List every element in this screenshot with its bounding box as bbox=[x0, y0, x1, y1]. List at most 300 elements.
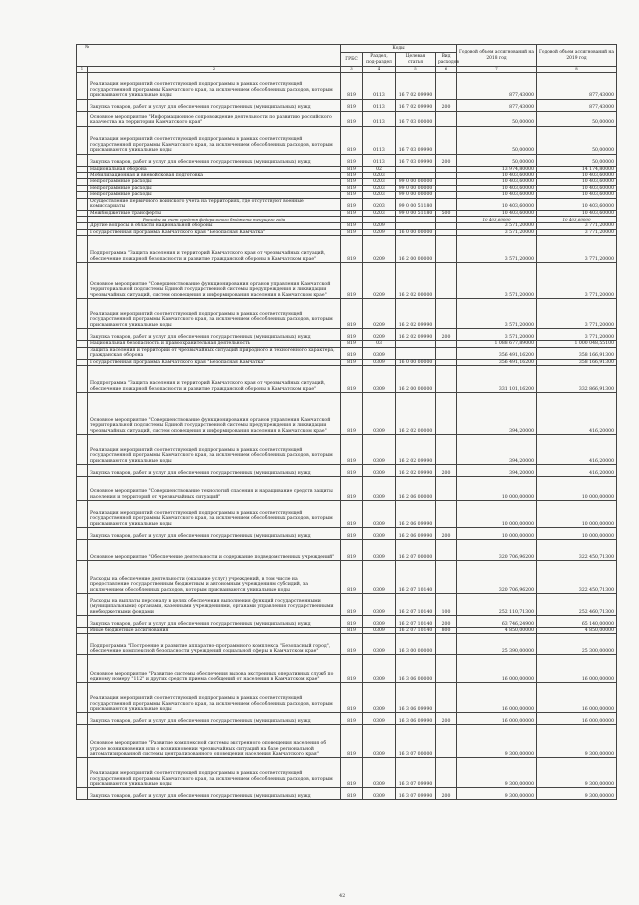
table-row bbox=[77, 347, 617, 359]
row-razdel: 02 bbox=[363, 166, 396, 172]
row-description: Закупка товаров, работ и услуг для обеспечения государственных (муниципальных) нужд bbox=[88, 788, 341, 800]
header-grbs: ГРБС bbox=[341, 53, 363, 67]
table-row bbox=[77, 126, 617, 154]
row-amount-2018: 320 706,96200 bbox=[457, 539, 537, 560]
row-description: Другие вопросы в области национальной обороны bbox=[88, 223, 341, 229]
row-amount-2019: 877,43000 bbox=[537, 99, 617, 111]
col-index: 2 bbox=[88, 67, 341, 73]
table-row bbox=[77, 263, 617, 299]
row-number-cell bbox=[77, 593, 88, 615]
row-number-cell bbox=[77, 329, 88, 341]
row-razdel: 0309 bbox=[363, 560, 396, 593]
row-grbs: 819 bbox=[341, 434, 363, 464]
row-amount-2018: 356 491,16200 bbox=[457, 359, 537, 365]
row-vid: 200 bbox=[436, 788, 457, 800]
row-amount-2018: 1 088 677,89000 bbox=[457, 341, 537, 347]
row-grbs: 819 bbox=[341, 758, 363, 788]
row-number-cell bbox=[77, 788, 88, 800]
table-row bbox=[77, 476, 617, 500]
row-razdel: 0309 bbox=[363, 347, 396, 359]
row-grbs: 819 bbox=[341, 341, 363, 347]
col-index: 7 bbox=[457, 67, 537, 73]
row-razdel: 0309 bbox=[363, 634, 396, 655]
row-razdel: 0309 bbox=[363, 725, 396, 758]
row-description: Подпрограмма "Построение и развитие аппаратно-программного комплекса "Безопасный город", обеспечение комплексной безопасности учреждений социальной сферы в Камчатском крае" bbox=[88, 634, 341, 655]
header-razdel: Раздел, под-раздел bbox=[363, 53, 396, 67]
row-description: Межбюджетные трансферты bbox=[88, 210, 341, 216]
row-number-cell bbox=[77, 725, 88, 758]
row-description: Государственная программа Камчатского края "Безопасная Камчатка" bbox=[88, 359, 341, 365]
row-number-cell bbox=[77, 72, 88, 99]
row-razdel: 0309 bbox=[363, 500, 396, 527]
row-vid bbox=[436, 198, 457, 210]
row-grbs: 819 bbox=[341, 627, 363, 633]
row-celevaya: 16 2 02 09990 bbox=[396, 299, 436, 329]
row-razdel: 0309 bbox=[363, 713, 396, 725]
table-row bbox=[77, 713, 617, 725]
table-row bbox=[77, 111, 617, 126]
row-description: Основное мероприятие "Совершенствование функционирования органов управления Камчатской территориальной подсистемы Единой государственной системы предупреждения и ликвидации чрезвычайных ситуаций, систем оповещения и информирования населения в Камчатском крае" bbox=[88, 263, 341, 299]
row-amount-2018: 50,00000 bbox=[457, 126, 537, 154]
row-amount-2019: 358 166,91300 bbox=[537, 359, 617, 365]
header-celevaya: Целевая статья bbox=[396, 53, 436, 67]
row-amount-2018: 10 403,60000 bbox=[457, 172, 537, 178]
row-celevaya: 16 2 07 10140 bbox=[396, 593, 436, 615]
row-celevaya: 16 7 03 09990 bbox=[396, 154, 436, 166]
row-amount-2019: 3 771,20000 bbox=[537, 223, 617, 229]
row-number-cell bbox=[77, 527, 88, 539]
row-amount-2019: 10 403,60000 bbox=[537, 185, 617, 191]
row-number-cell bbox=[77, 198, 88, 210]
row-description: Непрограммные расходы bbox=[88, 179, 341, 185]
row-razdel: 0309 bbox=[363, 593, 396, 615]
table-row bbox=[77, 539, 617, 560]
row-amount-2018: 3 571,20000 bbox=[457, 236, 537, 263]
table-row bbox=[77, 758, 617, 788]
row-celevaya: 16 2 00 00000 bbox=[396, 236, 436, 263]
row-amount-2018: 320 706,96200 bbox=[457, 560, 537, 593]
row-amount-2019: 50,00000 bbox=[537, 126, 617, 154]
row-description: Осуществление первичного воинского учета на территориях, где отсутствуют военные комиссариаты bbox=[88, 198, 341, 210]
row-amount-2018: 10 403,60000 bbox=[457, 192, 537, 198]
row-amount-2019: 3 771,20000 bbox=[537, 263, 617, 299]
row-grbs: 819 bbox=[341, 683, 363, 713]
row-description: Национальная оборона bbox=[88, 166, 341, 172]
row-celevaya: 16 2 02 00000 bbox=[396, 263, 436, 299]
row-number-cell bbox=[77, 111, 88, 126]
row-number-cell bbox=[77, 560, 88, 593]
row-celevaya: 16 3 07 09990 bbox=[396, 788, 436, 800]
row-number-cell bbox=[77, 615, 88, 627]
row-description: Закупка товаров, работ и услуг для обеспечения государственных (муниципальных) нужд bbox=[88, 154, 341, 166]
row-amount-2018: 877,43000 bbox=[457, 72, 537, 99]
row-amount-2018: 63 746,24900 bbox=[457, 615, 537, 627]
table-row bbox=[77, 198, 617, 210]
row-grbs: 819 bbox=[341, 593, 363, 615]
row-amount-2018: 252 110,71300 bbox=[457, 593, 537, 615]
row-vid bbox=[436, 539, 457, 560]
row-razdel: 0203 bbox=[363, 172, 396, 178]
row-celevaya: 16 0 00 00000 bbox=[396, 229, 436, 235]
row-grbs: 819 bbox=[341, 329, 363, 341]
table-row bbox=[77, 788, 617, 800]
row-description: Основное мероприятие "Развитие комплексной системы экстренного оповещения населения об угрозе возникновения или о возникновении чрезвычайных ситуаций на базе региональной автоматизированной системы централизованного оповещения населения Камчатского края" bbox=[88, 725, 341, 758]
row-amount-2019: 10 403,60000 bbox=[537, 210, 617, 216]
row-amount-2019: 252 460,71300 bbox=[537, 593, 617, 615]
table-row bbox=[77, 329, 617, 341]
row-vid bbox=[436, 111, 457, 126]
row-grbs: 819 bbox=[341, 464, 363, 476]
header-codes: Коды bbox=[341, 45, 457, 53]
row-celevaya: 99 0 00 00000 bbox=[396, 185, 436, 191]
row-description: Основное мероприятие "Совершенствование технологий спасения и наращивание средств защиты населения и территорий от чрезвычайных ситуаций" bbox=[88, 476, 341, 500]
row-vid bbox=[436, 365, 457, 392]
row-vid bbox=[436, 347, 457, 359]
row-description: Реализация мероприятий соответствующей подпрограммы в рамках соответствующей государственной программы Камчатского края, за исключением обособленных расходов, которым присваиваются уникальные коды bbox=[88, 758, 341, 788]
row-amount-2019: 3 771,20000 bbox=[537, 236, 617, 263]
row-amount-2018: 3 571,20000 bbox=[457, 263, 537, 299]
row-amount-2018: 9 300,00000 bbox=[457, 758, 537, 788]
row-vid: 200 bbox=[436, 615, 457, 627]
row-amount-2018: 10 403,60000 bbox=[457, 198, 537, 210]
row-razdel: 0309 bbox=[363, 392, 396, 434]
row-vid bbox=[436, 392, 457, 434]
row-description: Расходы на обеспечение деятельности (оказание услуг) учреждений, в том числе на предоставление государственным бюджетным и автономным учреждениям субсидий, за исключением обособленных расходов, которым присваиваются уникальные коды bbox=[88, 560, 341, 593]
row-description: Подпрограмма "Защита населения и территорий Камчатского края от чрезвычайных ситуаций, обеспечение пожарной безопасности и развитие гражданской обороны в Камчатском крае" bbox=[88, 365, 341, 392]
row-amount-2019: 10 403,60000 bbox=[537, 198, 617, 210]
row-grbs: 819 bbox=[341, 560, 363, 593]
row-razdel: 0113 bbox=[363, 126, 396, 154]
table-row bbox=[77, 725, 617, 758]
row-amount-2019: 10 403,60000 bbox=[537, 216, 617, 222]
row-number-cell bbox=[77, 434, 88, 464]
row-description: Закупка товаров, работ и услуг для обеспечения государственных (муниципальных) нужд bbox=[88, 527, 341, 539]
header-year-2018: Годовой объем ассигнований на 2018 год bbox=[457, 45, 537, 67]
row-razdel: 0309 bbox=[363, 758, 396, 788]
row-celevaya: 16 3 07 09990 bbox=[396, 758, 436, 788]
row-amount-2019: 9 300,00000 bbox=[537, 788, 617, 800]
row-celevaya: 16 2 06 09990 bbox=[396, 500, 436, 527]
row-number-cell bbox=[77, 154, 88, 166]
table-row bbox=[77, 72, 617, 99]
row-number-cell bbox=[77, 464, 88, 476]
row-vid bbox=[436, 476, 457, 500]
row-amount-2018: 10 403,60000 bbox=[457, 216, 537, 222]
row-number-cell bbox=[77, 365, 88, 392]
col-index: 6 bbox=[436, 67, 457, 73]
row-grbs: 819 bbox=[341, 500, 363, 527]
row-grbs: 819 bbox=[341, 99, 363, 111]
row-vid bbox=[436, 725, 457, 758]
row-razdel: 0113 bbox=[363, 154, 396, 166]
row-number-cell bbox=[77, 236, 88, 263]
col-index: 1 bbox=[77, 67, 88, 73]
row-amount-2018: 25 390,00000 bbox=[457, 634, 537, 655]
header-year-2019: Годовой объем ассигнований на 2019 год bbox=[537, 45, 617, 67]
row-amount-2018: 4 850,00000 bbox=[457, 627, 537, 633]
row-description: Реализация мероприятий соответствующей подпрограммы в рамках соответствующей государственной программы Камчатского края, за исключением обособленных расходов, которым присваиваются уникальные коды bbox=[88, 683, 341, 713]
table-row bbox=[77, 154, 617, 166]
row-amount-2019: 10 403,60000 bbox=[537, 192, 617, 198]
row-grbs: 819 bbox=[341, 347, 363, 359]
row-amount-2018: 394,20000 bbox=[457, 464, 537, 476]
row-number-cell bbox=[77, 476, 88, 500]
row-description: Подпрограмма "Защита населения и территорий Камчатского края от чрезвычайных ситуаций, обеспечение пожарной безопасности и развитие гражданской обороны в Камчатском крае" bbox=[88, 236, 341, 263]
row-grbs: 819 bbox=[341, 126, 363, 154]
table-row bbox=[77, 434, 617, 464]
row-razdel: 0209 bbox=[363, 236, 396, 263]
table-row bbox=[77, 299, 617, 329]
row-grbs: 819 bbox=[341, 198, 363, 210]
row-number-cell bbox=[77, 263, 88, 299]
row-razdel: 0209 bbox=[363, 329, 396, 341]
row-amount-2019: 4 850,00000 bbox=[537, 627, 617, 633]
row-description: Реализация мероприятий соответствующей подпрограммы в рамках соответствующей государственной программы Камчатского края, за исключением обособленных расходов, которым присваиваются уникальные коды bbox=[88, 500, 341, 527]
row-description: Национальная безопасность и правоохранительная деятельность bbox=[88, 341, 341, 347]
row-amount-2019: 14 174,80000 bbox=[537, 166, 617, 172]
row-vid: 200 bbox=[436, 329, 457, 341]
row-amount-2018: 10 000,00000 bbox=[457, 476, 537, 500]
row-celevaya: 99 0 00 51180 bbox=[396, 198, 436, 210]
header-vid: Вид расходов bbox=[436, 53, 457, 67]
row-amount-2018: 10 000,00000 bbox=[457, 527, 537, 539]
col-index: 3 bbox=[341, 67, 363, 73]
row-amount-2019: 9 300,00000 bbox=[537, 758, 617, 788]
row-description: Закупка товаров, работ и услуг для обеспечения государственных (муниципальных) нужд bbox=[88, 99, 341, 111]
col-index: 5 bbox=[396, 67, 436, 73]
row-description: Основное мероприятие "Информационное сопровождение деятельности по развитию российского казачества на территории Камчатского края" bbox=[88, 111, 341, 126]
row-amount-2019: 10 403,60000 bbox=[537, 172, 617, 178]
row-razdel: 0209 bbox=[363, 223, 396, 229]
row-amount-2018: 3 571,20000 bbox=[457, 329, 537, 341]
row-number-cell bbox=[77, 634, 88, 655]
row-celevaya: 99 0 00 51180 bbox=[396, 210, 436, 216]
table-row bbox=[77, 500, 617, 527]
row-celevaya: 16 2 00 00000 bbox=[396, 365, 436, 392]
row-razdel: 0309 bbox=[363, 359, 396, 365]
row-amount-2018: 9 300,00000 bbox=[457, 725, 537, 758]
row-amount-2018: 394,20000 bbox=[457, 392, 537, 434]
row-grbs: 819 bbox=[341, 527, 363, 539]
row-amount-2019: 16 000,00000 bbox=[537, 655, 617, 683]
row-razdel: 0203 bbox=[363, 185, 396, 191]
row-razdel: 0309 bbox=[363, 788, 396, 800]
table-row bbox=[77, 236, 617, 263]
row-amount-2018: 13 974,80000 bbox=[457, 166, 537, 172]
row-razdel: 03 bbox=[363, 341, 396, 347]
row-celevaya: 16 0 00 00000 bbox=[396, 359, 436, 365]
row-grbs: 819 bbox=[341, 172, 363, 178]
row-description: Закупка товаров, работ и услуг для обеспечения государственных (муниципальных) нужд bbox=[88, 713, 341, 725]
row-vid bbox=[436, 263, 457, 299]
row-razdel: 0209 bbox=[363, 263, 396, 299]
row-amount-2019: 16 000,00000 bbox=[537, 683, 617, 713]
row-grbs: 819 bbox=[341, 365, 363, 392]
row-grbs: 819 bbox=[341, 223, 363, 229]
table-row bbox=[77, 365, 617, 392]
row-grbs: 819 bbox=[341, 713, 363, 725]
row-celevaya: 16 7 03 00000 bbox=[396, 111, 436, 126]
row-description: Защита населения и территории от чрезвычайных ситуаций природного и техногенного характера, гражданская оборона bbox=[88, 347, 341, 359]
row-celevaya: 16 7 03 09990 bbox=[396, 126, 436, 154]
row-grbs: 819 bbox=[341, 236, 363, 263]
row-amount-2018: 16 000,00000 bbox=[457, 683, 537, 713]
row-razdel: 0309 bbox=[363, 464, 396, 476]
row-description: Реализация мероприятий соответствующей подпрограммы в рамках соответствующей государственной программы Камчатского края, за исключением обособленных расходов, которым присваиваются уникальные коды bbox=[88, 299, 341, 329]
budget-table bbox=[76, 44, 617, 800]
row-vid bbox=[436, 758, 457, 788]
table-row bbox=[77, 655, 617, 683]
row-grbs: 819 bbox=[341, 788, 363, 800]
row-amount-2019: 332 866,91300 bbox=[537, 365, 617, 392]
row-number-cell bbox=[77, 713, 88, 725]
col-index: 8 bbox=[537, 67, 617, 73]
row-grbs: 819 bbox=[341, 179, 363, 185]
row-number-cell bbox=[77, 539, 88, 560]
row-amount-2019: 416,20000 bbox=[537, 464, 617, 476]
row-amount-2018: 3 571,20000 bbox=[457, 223, 537, 229]
row-grbs: 819 bbox=[341, 476, 363, 500]
budget-sheet bbox=[76, 44, 616, 800]
row-celevaya bbox=[396, 347, 436, 359]
row-description: Основное мероприятие "Развитие системы обеспечения вызова экстренных оперативных служб по единому номеру "112" и других средств приема сообщений от населения в Камчатском крае" bbox=[88, 655, 341, 683]
row-vid bbox=[436, 299, 457, 329]
row-amount-2019: 16 000,00000 bbox=[537, 713, 617, 725]
row-razdel: 0113 bbox=[363, 99, 396, 111]
col-index: 4 bbox=[363, 67, 396, 73]
row-amount-2018: 50,00000 bbox=[457, 111, 537, 126]
row-grbs: 819 bbox=[341, 72, 363, 99]
row-amount-2018: 10 403,60000 bbox=[457, 185, 537, 191]
row-grbs: 819 bbox=[341, 229, 363, 235]
row-razdel: 0203 bbox=[363, 192, 396, 198]
row-vid bbox=[436, 634, 457, 655]
row-description: Закупка товаров, работ и услуг для обеспечения государственных (муниципальных) нужд bbox=[88, 464, 341, 476]
row-grbs: 819 bbox=[341, 615, 363, 627]
row-celevaya: 16 3 06 00000 bbox=[396, 655, 436, 683]
table-row bbox=[77, 464, 617, 476]
page-number: 42 bbox=[339, 893, 346, 899]
row-grbs: 819 bbox=[341, 185, 363, 191]
row-grbs: 819 bbox=[341, 655, 363, 683]
row-celevaya: 16 2 06 09990 bbox=[396, 527, 436, 539]
row-number-cell bbox=[77, 500, 88, 527]
table-row bbox=[77, 683, 617, 713]
row-celevaya: 99 0 00 00000 bbox=[396, 192, 436, 198]
row-celevaya: 99 0 00 00000 bbox=[396, 179, 436, 185]
row-vid bbox=[436, 683, 457, 713]
row-amount-2019: 358 166,91300 bbox=[537, 347, 617, 359]
row-amount-2019: 877,43000 bbox=[537, 72, 617, 99]
table-row bbox=[77, 392, 617, 434]
row-number-cell bbox=[77, 347, 88, 359]
table-row bbox=[77, 527, 617, 539]
row-amount-2018: 331 101,16200 bbox=[457, 365, 537, 392]
row-description: Реализация мероприятий соответствующей подпрограммы в рамках соответствующей государственной программы Камчатского края, за исключением обособленных расходов, которым присваиваются уникальные коды bbox=[88, 72, 341, 99]
row-amount-2019: 416,20000 bbox=[537, 434, 617, 464]
row-celevaya: 16 3 00 00000 bbox=[396, 634, 436, 655]
row-razdel: 0203 bbox=[363, 210, 396, 216]
row-amount-2019: 9 300,00000 bbox=[537, 725, 617, 758]
row-amount-2019: 25 300,00000 bbox=[537, 634, 617, 655]
row-celevaya: 16 2 06 00000 bbox=[396, 476, 436, 500]
table-row bbox=[77, 99, 617, 111]
row-celevaya: 16 2 07 10140 bbox=[396, 615, 436, 627]
row-grbs: 819 bbox=[341, 299, 363, 329]
row-celevaya: 16 2 07 10140 bbox=[396, 560, 436, 593]
row-razdel: 0309 bbox=[363, 476, 396, 500]
row-vid bbox=[436, 560, 457, 593]
row-amount-2018: 356 491,16200 bbox=[457, 347, 537, 359]
row-vid: 200 bbox=[436, 527, 457, 539]
row-number-cell bbox=[77, 758, 88, 788]
row-celevaya: 16 2 02 09990 bbox=[396, 329, 436, 341]
row-vid: 200 bbox=[436, 464, 457, 476]
row-amount-2019: 50,00000 bbox=[537, 111, 617, 126]
row-grbs: 819 bbox=[341, 359, 363, 365]
row-description: Реализация мероприятий соответствующей подпрограммы в рамках соответствующей государственной программы Камчатского края, за исключением обособленных расходов, которым присваиваются уникальные коды bbox=[88, 434, 341, 464]
row-amount-2019: 322 450,71300 bbox=[537, 560, 617, 593]
row-vid: 200 bbox=[436, 154, 457, 166]
row-description: Иные бюджетные ассигнования bbox=[88, 627, 341, 633]
row-number-cell bbox=[77, 126, 88, 154]
row-vid bbox=[436, 655, 457, 683]
row-description: Реализация мероприятий соответствующей подпрограммы в рамках соответствующей государственной программы Камчатского края, за исключением обособленных расходов, которым присваиваются уникальные коды bbox=[88, 126, 341, 154]
row-razdel: 0309 bbox=[363, 627, 396, 633]
table-row bbox=[77, 560, 617, 593]
row-description: Закупка товаров, работ и услуг для обеспечения государственных (муниципальных) нужд bbox=[88, 329, 341, 341]
row-celevaya: 16 3 06 09990 bbox=[396, 683, 436, 713]
row-celevaya: 16 2 02 09990 bbox=[396, 464, 436, 476]
row-number-cell bbox=[77, 683, 88, 713]
row-description: Непрограммные расходы bbox=[88, 192, 341, 198]
row-razdel: 0113 bbox=[363, 111, 396, 126]
row-amount-2018: 16 000,00000 bbox=[457, 713, 537, 725]
row-vid bbox=[436, 434, 457, 464]
row-celevaya: 16 2 02 00000 bbox=[396, 392, 436, 434]
row-grbs: 819 bbox=[341, 154, 363, 166]
row-grbs: 819 bbox=[341, 725, 363, 758]
row-amount-2018: 3 571,20000 bbox=[457, 229, 537, 235]
row-razdel: 0203 bbox=[363, 198, 396, 210]
row-amount-2018: 50,00000 bbox=[457, 154, 537, 166]
row-amount-2019: 322 450,71300 bbox=[537, 539, 617, 560]
row-grbs: 819 bbox=[341, 263, 363, 299]
row-amount-2018: 877,43000 bbox=[457, 99, 537, 111]
row-number-cell bbox=[77, 99, 88, 111]
row-razdel: 0209 bbox=[363, 229, 396, 235]
row-amount-2018: 16 000,00000 bbox=[457, 655, 537, 683]
row-vid: 100 bbox=[436, 593, 457, 615]
row-amount-2019: 10 403,60000 bbox=[537, 179, 617, 185]
row-razdel: 0309 bbox=[363, 527, 396, 539]
row-description: Основное мероприятие "Обеспечение деятельности и содержание подведомственных учреждений" bbox=[88, 539, 341, 560]
row-amount-2018: 394,20000 bbox=[457, 434, 537, 464]
row-amount-2019: 10 000,00000 bbox=[537, 527, 617, 539]
row-razdel: 0309 bbox=[363, 615, 396, 627]
row-amount-2019: 65 140,00000 bbox=[537, 615, 617, 627]
budget-rows bbox=[77, 72, 617, 800]
row-amount-2018: 9 300,00000 bbox=[457, 788, 537, 800]
row-celevaya: 16 7 02 09990 bbox=[396, 99, 436, 111]
row-grbs: 819 bbox=[341, 210, 363, 216]
row-amount-2018: 10 403,60000 bbox=[457, 179, 537, 185]
row-vid: 200 bbox=[436, 99, 457, 111]
row-description: Непрограммные расходы bbox=[88, 185, 341, 191]
row-vid bbox=[436, 500, 457, 527]
row-celevaya: 16 2 07 10140 bbox=[396, 627, 436, 633]
row-grbs: 819 bbox=[341, 634, 363, 655]
